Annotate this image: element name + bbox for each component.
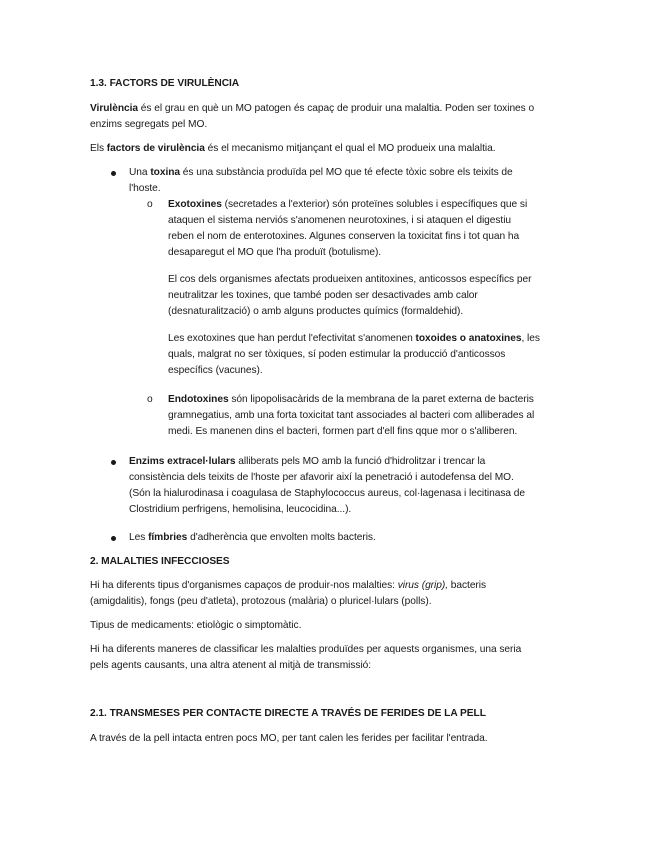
endotoxines-line-1 <box>168 392 534 408</box>
exotoxines-line-4: desaparegut el MO que l'ha produït (botulisme). <box>168 247 382 258</box>
bullet-toxina-line-1 <box>129 165 513 181</box>
text: Els <box>90 143 107 154</box>
enzims-line-4: Clostridium perfrigens, hemolisina, leucocidina...). <box>129 504 352 515</box>
paragraph-organisms-line-1 <box>90 578 486 594</box>
fimbries-line <box>129 530 376 546</box>
endotoxines-line-3: medi. Es manenen dins el bacteri, formen part d'ell fins qque mor o s'alliberen. <box>168 426 518 437</box>
endotoxines-line-2: gramnegatius, amb una forta toxicitat tant associades al bacteri com alliberades al <box>168 410 535 421</box>
bold-term: toxina <box>150 167 181 178</box>
bold-term: factors de virulència <box>106 143 205 154</box>
paragraph-classification-line-1: Hi ha diferents maneres de classificar les malalties produïdes per aquests organismes, una seria <box>90 644 522 655</box>
bold-term: Endotoxines <box>168 394 229 405</box>
text: bacteris <box>447 580 487 591</box>
bullet-icon <box>111 460 116 465</box>
text: Les exotoxines que han perdut l'efectivitat s'anomenen <box>168 333 416 344</box>
text: són lipopolisacàrids de la membrana de la paret externa de bacteris <box>228 394 534 405</box>
text: Una <box>129 167 151 178</box>
text: alliberats pels MO amb la funció d'hidrolitzar i trencar la <box>235 456 486 467</box>
toxoides-line-3: específics (vacunes). <box>168 365 263 376</box>
text: d'adherència que envolten molts bacteris. <box>187 532 376 543</box>
paragraph-pell: A través de la pell intacta entren pocs MO, per tant calen les ferides per facilitar l'entrada. <box>90 733 488 744</box>
bullet-icon <box>111 536 116 541</box>
section-heading-2-1: 2.1. TRANSMESES PER CONTACTE DIRECTE A TRAVÉS DE FERIDES DE LA PELL <box>90 708 486 719</box>
bullet-toxina-line-2: l'hoste. <box>129 183 161 194</box>
circle-bullet-icon: o <box>147 394 153 405</box>
bold-term: fímbries <box>148 532 188 543</box>
text: és una substància produïda pel MO que té efecte tòxic sobre els teixits de <box>180 167 513 178</box>
text: Hi ha diferents tipus d'organismes capaços de produir-nos malalties: <box>90 580 398 591</box>
toxoides-line-1 <box>168 331 540 347</box>
text: és el mecanismo mitjançant el qual el MO produeix una malaltia. <box>204 143 496 154</box>
bold-term: toxoides o anatoxines <box>415 333 522 344</box>
paragraph-virulence-line-1 <box>90 101 534 117</box>
text: , les <box>521 333 540 344</box>
enzims-line-3: (Són la hialurodinasa i coagulasa de Staphylococcus aureus, col·lagenasa i lecitinasa de <box>129 488 525 499</box>
paragraph-factors <box>90 141 496 157</box>
section-heading-1-3: 1.3. FACTORS DE VIRULÈNCIA <box>90 78 240 89</box>
italic-term: virus (grip), <box>397 580 448 591</box>
text: Les <box>129 532 149 543</box>
antitoxines-line-2: neutralitzar les toxines, que també poden ser desactivades amb calor <box>168 290 478 301</box>
enzims-line-1 <box>129 454 485 470</box>
circle-bullet-icon: o <box>147 199 153 210</box>
exotoxines-line-2: ataquen el sistema nerviós s'anomenen neurotoxines, i si ataquen el digestiu <box>168 215 512 226</box>
text: és el grau en què un MO patogen és capaç de produir una malaltia. Poden ser toxines o <box>138 103 535 114</box>
antitoxines-line-1: El cos dels organismes afectats produeixen antitoxines, anticossos específics per <box>168 274 532 285</box>
enzims-line-2: consistència dels teixits de l'hoste per afavorir així la penetració i autodefensa del MO. <box>129 472 514 483</box>
bullet-icon <box>111 171 116 176</box>
bold-term: Enzims extracel·lulars <box>129 456 236 467</box>
text: (secretades a l'exterior) són proteïnes solubles i específiques que si <box>221 199 528 210</box>
paragraph-medicaments: Tipus de medicaments: etiològic o simptomàtic. <box>90 620 302 631</box>
antitoxines-line-3: (desnaturalització) o amb alguns productes químics (formaldehid). <box>168 306 464 317</box>
section-heading-2: 2. MALALTIES INFECCIOSES <box>90 556 230 567</box>
paragraph-virulence-line-2: enzims segregats pel MO. <box>90 119 208 130</box>
exotoxines-line-3: reben el nom de enterotoxines. Algunes conserven la toxicitat fins i tot quan ha <box>168 231 520 242</box>
paragraph-organisms-line-2: (amigdalitis), fongs (peu d'atleta), protozous (malària) o pluricel·lulars (polls). <box>90 596 432 607</box>
paragraph-classification-line-2: pels agents causants, una altra atenent al mitjà de transmissió: <box>90 660 372 671</box>
bold-term: Virulència <box>90 103 139 114</box>
exotoxines-line-1 <box>168 197 527 213</box>
bold-term: Exotoxines <box>168 199 222 210</box>
toxoides-line-2: quals, malgrat no ser tòxiques, sí poden estimular la producció d'anticossos <box>168 349 506 360</box>
